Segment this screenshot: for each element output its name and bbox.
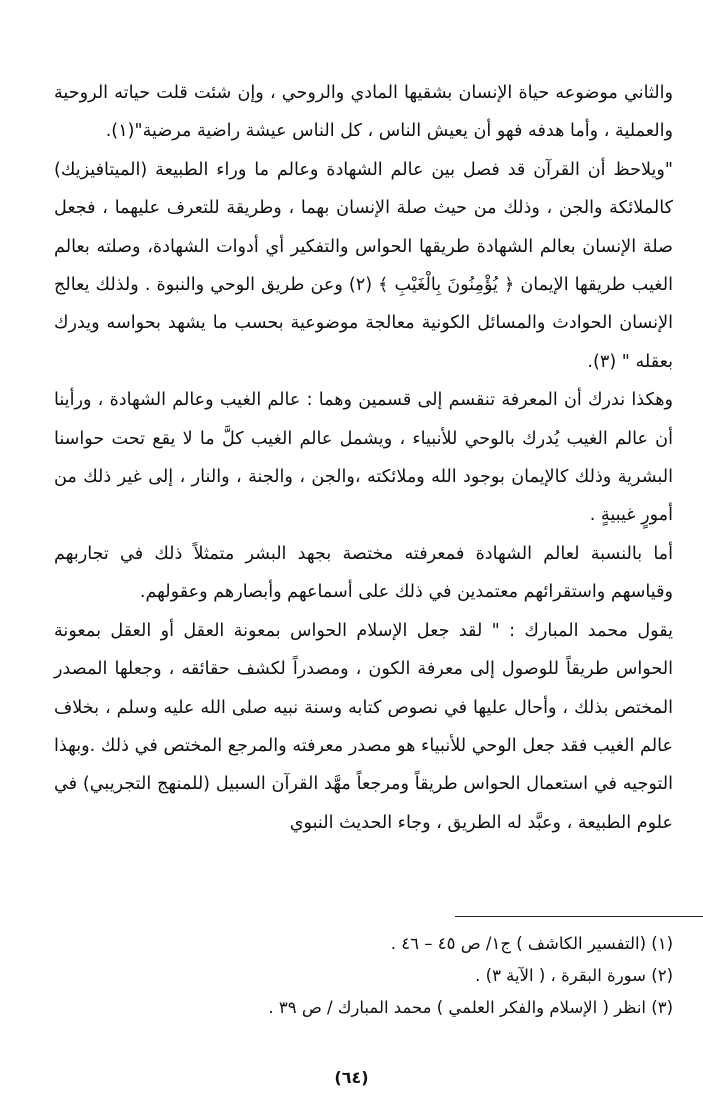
paragraph-3: وهكذا ندرك أن المعرفة تنقسم إلى قسمين وهما : عالم الغيب وعالم الشهادة ، ورأينا أن عالم الغيب يُدرك بالوحي للأنبياء ، ويشمل عالم الغيب كلَّ ما لا يقع تحت حواسنا البشرية وذلك كالإيمان بوجود الله وملائكته ،والجن ، والجنة ، والنار ، إلى غير ذلك من أمورٍ غيبيةٍ . bbox=[54, 390, 673, 526]
paragraph-2: "ويلاحظ أن القرآن قد فصل بين عالم الشهادة وعالم ما وراء الطبيعة (الميتافيزيك) كالملائكة والجن ، وذلك من حيث صلة الإنسان بهما ، وطريقة للتعرف عليهما ، فجعل صلة الإنسان بعالم الشهادة طريقها الحواس والتفكير أي أدوات الشهادة، وصلته بعالم الغيب طريقها الإيمان ﴿ يُؤْمِنُونَ بِالْغَيْبِ ﴾ (٢) وعن طريق الوحي والنبوة . ولذلك يعالج الإنسان الحوادث والمسائل الكونية معالجة موضوعية بحسب ما يشهد بحواسه ويدرك بعقله " (٣). bbox=[54, 159, 674, 372]
footnote-3: (٣) انظر ( الإسلام والفكر العلمي ) محمد المبارك / ص ٣٩ . bbox=[268, 998, 673, 1017]
footnote-2: (٢) سورة البقرة ، ( الآية ٣) . bbox=[475, 966, 673, 985]
paragraph-4: أما بالنسبة لعالم الشهادة فمعرفته مختصة بجهد البشر متمثلاً ذلك في تجاربهم وقياسهم واستقرائهم معتمدين في ذلك على أسماعهم وأبصارهم وعقولهم. bbox=[54, 543, 673, 603]
footnote-1: (١) (التفسير الكاشف ) ج١/ ص ٤٥ – ٤٦ . bbox=[390, 934, 673, 953]
main-text bbox=[54, 74, 673, 842]
footnote-separator bbox=[455, 916, 703, 917]
paragraph-1: والثاني موضوعه حياة الإنسان بشقيها المادي والروحي ، وإن شئت قلت حياته الروحية والعملية ، وأما هدفه فهو أن يعيش الناس ، كل الناس عيشة راضية مرضية"(١). bbox=[54, 83, 673, 142]
page-number: (٦٤) bbox=[334, 1068, 369, 1087]
footnotes bbox=[54, 928, 673, 1024]
paragraph-5: يقول محمد المبارك : " لقد جعل الإسلام الحواس بمعونة العقل أو العقل بمعونة الحواس طريقاً للوصول إلى معرفة الكون ، ومصدراً لكشف حقائقه ، وجعلها المصدر المختص بذلك ، وأحال عليها في نصوص كتابه وسنة نبيه صلى الله عليه وسلم ، بخلاف عالم الغيب فقد جعل الوحي للأنبياء هو مصدر معرفته والمرجع المختص في ذلك .وبهذا التوجيه في استعمال الحواس طريقاً ومرجعاً مهَّد القرآن السبيل (للمنهج التجريبي) في علوم الطبيعة ، وعبَّد له الطريق ، وجاء الحديث النبوي bbox=[54, 620, 673, 833]
